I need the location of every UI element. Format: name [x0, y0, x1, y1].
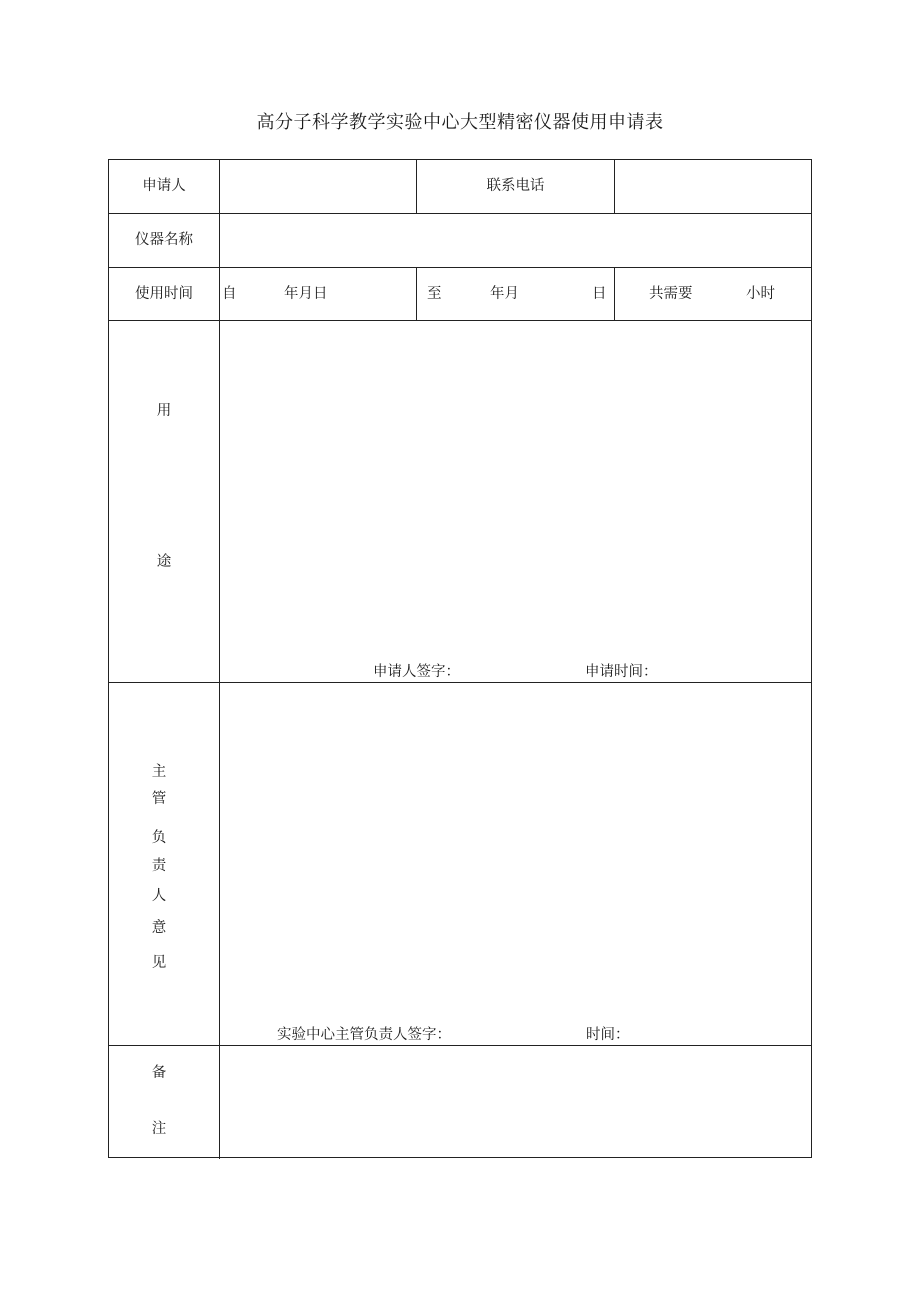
supervisor-signature-label: 实验中心主管负责人签字：: [277, 1027, 451, 1043]
label-column-divider: [219, 160, 220, 1159]
applicant-label: 申请人: [142, 178, 186, 194]
row-divider: [109, 682, 811, 683]
purpose-label-char: 用: [156, 403, 172, 419]
opinion-label-char: 意: [151, 920, 167, 936]
row-divider: [109, 320, 811, 321]
remarks-label-char: 备: [151, 1065, 167, 1081]
purpose-text-area[interactable]: [221, 330, 811, 650]
row-divider: [109, 1045, 811, 1046]
opinion-label-char: 见: [151, 955, 167, 971]
time-to-label: 至: [427, 286, 442, 302]
time-to-date-field[interactable]: 年月: [490, 286, 519, 302]
column-divider: [614, 160, 615, 213]
remarks-text-area[interactable]: [221, 1052, 811, 1152]
opinion-label-char: 主: [151, 764, 167, 780]
apply-time-label: 申请时间：: [585, 664, 658, 680]
opinion-text-area[interactable]: [221, 692, 811, 1012]
column-divider: [416, 267, 417, 320]
applicant-signature-label: 申请人签字：: [373, 664, 460, 680]
instrument-name-label: 仪器名称: [135, 232, 193, 248]
time-from-label: 自: [222, 286, 237, 302]
application-form-table: [108, 159, 812, 1158]
opinion-label-char: 人: [151, 888, 167, 904]
remarks-label-char: 注: [151, 1121, 167, 1137]
time-to-day-label: 日: [592, 286, 607, 302]
opinion-label-char: 责: [151, 858, 167, 874]
row-divider: [109, 267, 811, 268]
total-label: 共需要: [649, 286, 693, 302]
opinion-label-char: 管: [151, 791, 167, 807]
usage-time-label: 使用时间: [135, 286, 193, 302]
purpose-label-char: 途: [156, 554, 172, 570]
opinion-time-label: 时间：: [586, 1027, 630, 1043]
phone-label: 联系电话: [486, 178, 545, 194]
row-divider: [109, 213, 811, 214]
hours-field[interactable]: 小时: [746, 286, 775, 302]
opinion-label-char: 负: [151, 830, 167, 846]
column-divider: [614, 267, 615, 320]
time-from-date-field[interactable]: 年月日: [284, 286, 328, 302]
page-title: 高分子科学教学实验中心大型精密仪器使用申请表: [256, 112, 664, 133]
